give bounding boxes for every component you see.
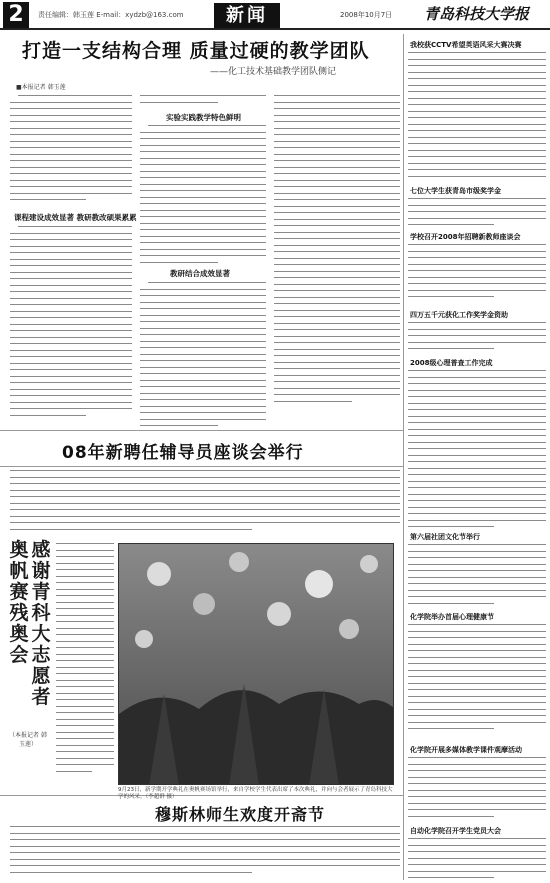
story3-title-col1: 奥帆赛残奥会: [9, 539, 29, 666]
lead-text-col1: [10, 95, 132, 205]
masthead: [0, 0, 550, 30]
story3-vertical-title: [8, 540, 30, 730]
story3-text: [56, 543, 114, 791]
right-item-title: 第六届社团文化节举行: [410, 533, 480, 541]
right-item-text: [408, 544, 546, 608]
lead-text-col2b: [140, 125, 266, 275]
right-item-text: [408, 838, 546, 880]
lead-text-col2: [140, 95, 266, 113]
story2-text: [10, 470, 400, 535]
right-item-title: 我校获CCTV希望英语风采大赛决赛: [410, 41, 522, 49]
lead-byline: ■本报记者 韩玉莲: [16, 84, 66, 91]
lead-subhead: 课程建设成效显著 教研教改硕果累累: [14, 213, 137, 222]
lead-subtitle: ——化工技术基础教学团队侧记: [210, 67, 337, 77]
right-item-text: [408, 757, 546, 821]
right-item-title: 七位大学生获青岛市级奖学金: [410, 187, 501, 195]
story3-vertical-title: [30, 540, 52, 730]
lead-text-col3: [274, 95, 400, 427]
right-item-text: [408, 322, 546, 352]
lead-text-col1b: [10, 226, 132, 426]
photo-illustration: [119, 544, 394, 785]
right-item-text: [408, 370, 546, 528]
lead-text-col2c: [140, 282, 266, 427]
right-item-title: 化学院举办首届心理健康节: [410, 613, 494, 621]
story4-text: [10, 826, 400, 881]
story3-title-col2: 感谢青科大志愿者: [31, 539, 51, 708]
right-item-text: [408, 198, 546, 228]
photo-caption: 9月23日，新学期开学典礼在奥帆赛场馆举行，来自学校学生代表出席了本次典礼，并向与会者展示了青岛科技大学的风采。（李超群 摄）: [118, 787, 393, 800]
right-item-title: 2008级心理普查工作完成: [410, 359, 493, 367]
section-rule: [0, 430, 403, 431]
right-item-title: 自动化学院召开学生党员大会: [410, 827, 501, 835]
paper-logo: 青岛科技大学报: [424, 5, 530, 23]
section-rule: [0, 466, 403, 467]
story2-headline: 08年新聘任辅导员座谈会举行: [62, 443, 304, 463]
issue-date: 2008年10月7日: [340, 11, 393, 19]
right-item-text: [408, 624, 546, 740]
column-rule: [403, 34, 404, 880]
event-photo: [118, 543, 394, 785]
lead-subhead: 教研结合成效显著: [170, 269, 230, 278]
page-number: 2: [3, 2, 29, 28]
story3-byline: （本报记者 韩玉莲）: [9, 732, 47, 748]
section-label: 新闻: [214, 3, 280, 28]
story4-headline: 穆斯林师生欢度开斋节: [155, 805, 326, 824]
right-item-title: 学校召开2008年招聘新教师座谈会: [410, 233, 521, 241]
lead-subhead: 实验实践教学特色鲜明: [166, 113, 241, 122]
editor-info: 责任编辑：韩玉莲 E-mail：xydzb@163.com: [38, 11, 184, 19]
right-item-text: [408, 244, 546, 304]
right-item-title: 四万五千元获化工作奖学金资助: [410, 311, 508, 319]
right-item-title: 化学院开展多媒体教学课件观摩活动: [410, 746, 522, 754]
right-item-text: [408, 52, 546, 180]
lead-headline: 打造一支结构合理 质量过硬的教学团队: [22, 40, 370, 62]
